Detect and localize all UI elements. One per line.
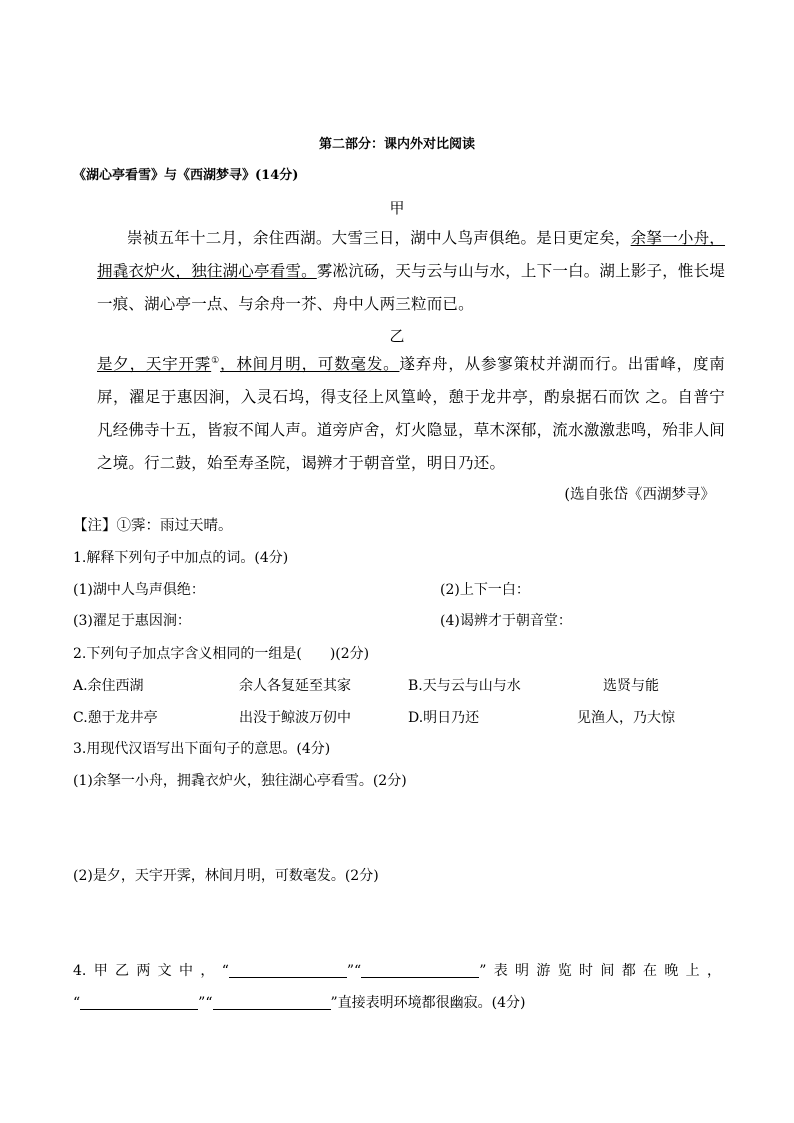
question-4-line-1: 4.甲乙两文中，“ ”“ ”表明游览时间都在晚上， <box>73 963 722 979</box>
question-3-stem: 3.用现代汉语写出下面句子的意思。(4分) <box>73 741 331 757</box>
passage-a-heading: 甲 <box>389 199 405 217</box>
question-4-blank-1[interactable] <box>229 962 347 978</box>
passage-b-underlined-1: 是夕，天宇开霁 <box>97 355 212 373</box>
question-2-option-d: D.明日乃还 <box>408 710 480 726</box>
footnote: 【注】①霁：雨过天晴。 <box>73 518 233 534</box>
question-3-item-1: (1)余拏一小舟，拥毳衣炉火，独往湖心亭看雪。(2分) <box>73 773 407 789</box>
question-1-item-4: (4)谒辨才于朝音堂： <box>440 613 572 629</box>
passage-a-text <box>97 222 725 321</box>
passage-a-text-2: 雾凇沆砀，天与云与山与水，上下一白。湖上影子，惟长堤一痕、湖心亭一点、与余舟一芥、舟中人两三粒而已。 <box>97 262 726 313</box>
footnote-marker: ① <box>211 356 221 366</box>
question-2-option-b: B.天与云与山与水 <box>408 678 521 694</box>
question-2-option-d-compare: 见渔人，乃大惊 <box>577 710 675 726</box>
passage-b-text-1: 遂弃舟，从参寥策杖并湖而行。出雷峰，度南屏，濯足于惠因涧，入灵石坞，得支径上风篁岭，憩于龙井亭，酌泉据石而饮 之。自普宁凡经佛寺十五，皆寂不闻人声。道旁庐舍，灯火隐显，草木深郁，流水激激悲鸣，殆非人间之境。行二鼓，始至寿圣院，谒辨才于朝音堂，明日乃还。 <box>97 355 726 472</box>
question-2-option-a-compare: 余人各复延至其家 <box>239 678 351 694</box>
question-1-item-1: (1)湖中人鸟声俱绝： <box>73 582 205 598</box>
question-1-stem: 1.解释下列句子中加点的词。(4分) <box>73 550 289 566</box>
source-citation: (选自张岱《西湖梦寻》 <box>564 487 715 503</box>
question-2-option-b-compare: 选贤与能 <box>603 678 659 694</box>
question-4-line-2: “ ”“ ”直接表明环境都很幽寂。(4分) <box>73 995 526 1011</box>
passage-b-heading: 乙 <box>389 327 405 345</box>
passage-b-text <box>97 348 725 480</box>
question-4-blank-4[interactable] <box>213 994 331 1010</box>
section-title: 第二部分：课内外对比阅读 <box>318 137 475 152</box>
question-4-blank-2[interactable] <box>361 962 479 978</box>
question-3-item-2: (2)是夕，天宇开霁，林间月明，可数毫发。(2分) <box>73 868 379 884</box>
passage-a-underlined-sentence: 余拏一小舟，拥毳衣炉火，独往湖心亭看雪。 <box>97 229 726 280</box>
passage-a-text-1: 崇祯五年十二月，余住西湖。大雪三日，湖中人鸟声俱绝。是日更定矣， <box>127 229 631 247</box>
question-2-option-c-compare: 出没于鲸波万仞中 <box>239 710 351 726</box>
question-2-option-c: C.憩于龙井亭 <box>73 710 158 726</box>
question-4-mid: 表明游览时间都在晚上， <box>486 963 722 979</box>
question-2-stem: 2.下列句子加点字含义相同的一组是( )(2分) <box>73 646 370 662</box>
question-4-tail: 直接表明环境都很幽寂。(4分) <box>337 995 526 1011</box>
question-4-lead: 4.甲乙两文中， <box>73 963 222 979</box>
question-1-item-3: (3)濯足于惠因涧： <box>73 613 191 629</box>
question-2-option-a: A.余住西湖 <box>73 678 144 694</box>
question-4-blank-3[interactable] <box>80 994 198 1010</box>
question-1-item-2: (2)上下一白： <box>440 582 530 598</box>
passage-subtitle: 《湖心亭看雪》与《西湖梦寻》(14分) <box>73 168 299 183</box>
passage-b-underlined-2: ，林间月明，可数毫发。 <box>220 355 400 373</box>
